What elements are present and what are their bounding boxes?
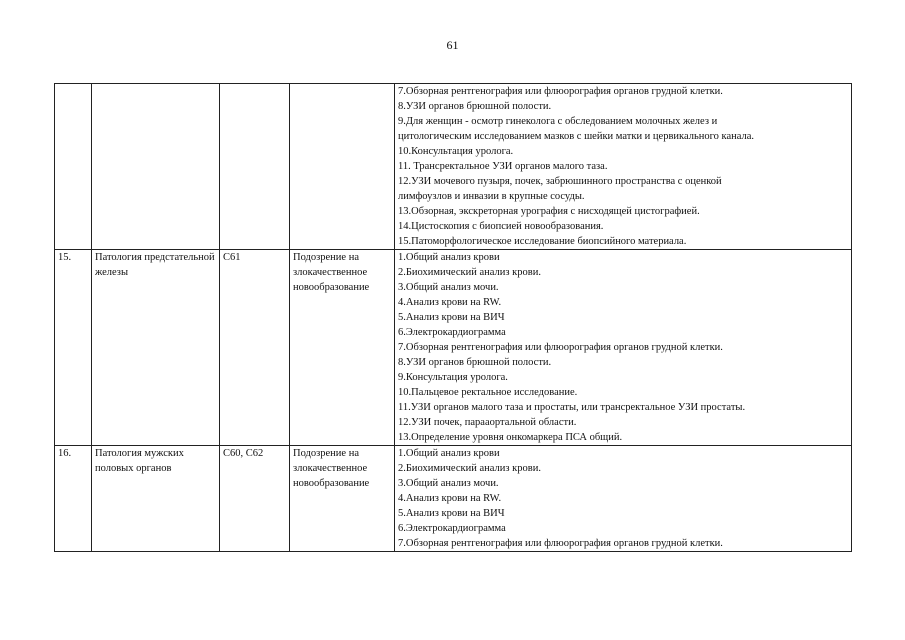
examination-item: 6.Электрокардиограмма — [398, 523, 506, 534]
row-number-text: 16. — [58, 448, 72, 459]
examination-item: 11.УЗИ органов малого таза и простаты, или трансректальное УЗИ простаты. — [398, 402, 746, 413]
examination-item: 7.Обзорная рентгенография или флюорография органов грудной клетки. — [398, 86, 723, 97]
examination-item: 5.Анализ крови на ВИЧ — [398, 508, 505, 519]
examination-item: 3.Общий анализ мочи. — [398, 282, 499, 293]
indication-cell — [290, 446, 395, 552]
examination-item: 9.Консультация уролога. — [398, 372, 508, 383]
indication-text: Подозрение на злокачественное новообразование — [293, 252, 370, 293]
page-number: 61 — [446, 38, 459, 52]
indication-cell — [290, 250, 395, 446]
indication-text: Подозрение на злокачественное новообразование — [293, 448, 370, 489]
examination-item: 13.Определение уровня онкомаркера ПСА общий. — [398, 432, 623, 443]
examination-item: 10.Пальцевое ректальное исследование. — [398, 387, 578, 398]
pathology-name-cell — [92, 250, 220, 446]
examination-item: 6.Электрокардиограмма — [398, 327, 506, 338]
examination-item: 9.Для женщин - осмотр гинеколога с обследованием молочных желез и — [398, 116, 718, 127]
examination-item: 2.Биохимический анализ крови. — [398, 463, 541, 474]
pathology-name-cell — [92, 84, 220, 250]
icd-code-cell — [220, 84, 290, 250]
examination-item: 7.Обзорная рентгенография или флюорография органов грудной клетки. — [398, 342, 723, 353]
examination-item: 13.Обзорная, экскреторная урография с нисходящей цистографией. — [398, 206, 700, 217]
examination-item: 4.Анализ крови на RW. — [398, 297, 502, 308]
examination-item: 10.Консультация уролога. — [398, 146, 514, 157]
row-number-text: 15. — [58, 252, 72, 263]
icd-code-cell — [220, 446, 290, 552]
examination-item: 2.Биохимический анализ крови. — [398, 267, 541, 278]
examination-item: цитологическим исследованием мазков с шейки матки и цервикального канала. — [398, 131, 755, 142]
row-number-cell — [55, 84, 92, 250]
examination-item: 15.Патоморфологическое исследование биопсийного материала. — [398, 236, 687, 247]
examination-item: 4.Анализ крови на RW. — [398, 493, 502, 504]
examination-item: 12.УЗИ мочевого пузыря, почек, забрюшинного пространства с оценкой — [398, 176, 722, 187]
table-row — [55, 84, 852, 250]
examination-table — [54, 83, 852, 552]
examination-list-cell — [395, 250, 852, 446]
pathology-name-cell — [92, 446, 220, 552]
icd-code-text: С60, С62 — [223, 448, 264, 459]
examination-item: 14.Цистоскопия с биопсией новообразования. — [398, 221, 604, 232]
examination-item: 1.Общий анализ крови — [398, 448, 500, 459]
pathology-name-text: Патология предстательной железы — [95, 252, 215, 278]
indication-cell — [290, 84, 395, 250]
examination-item: 1.Общий анализ крови — [398, 252, 500, 263]
examination-item: 7.Обзорная рентгенография или флюорография органов грудной клетки. — [398, 538, 723, 549]
row-number-cell — [55, 250, 92, 446]
examination-item: 5.Анализ крови на ВИЧ — [398, 312, 505, 323]
examination-item: 12.УЗИ почек, парааортальной области. — [398, 417, 577, 428]
examination-item: 8.УЗИ органов брюшной полости. — [398, 101, 552, 112]
examination-list-cell — [395, 446, 852, 552]
examination-item: лимфоузлов и инвазии в крупные сосуды. — [398, 191, 585, 202]
examination-item: 8.УЗИ органов брюшной полости. — [398, 357, 552, 368]
icd-code-text: С61 — [223, 252, 241, 263]
examination-list-cell — [395, 84, 852, 250]
row-number-cell — [55, 446, 92, 552]
examination-item: 3.Общий анализ мочи. — [398, 478, 499, 489]
pathology-name-text: Патология мужских половых органов — [95, 448, 184, 474]
icd-code-cell — [220, 250, 290, 446]
table-row — [55, 446, 852, 552]
examination-item: 11. Трансректальное УЗИ органов малого таза. — [398, 161, 608, 172]
table-row — [55, 250, 852, 446]
